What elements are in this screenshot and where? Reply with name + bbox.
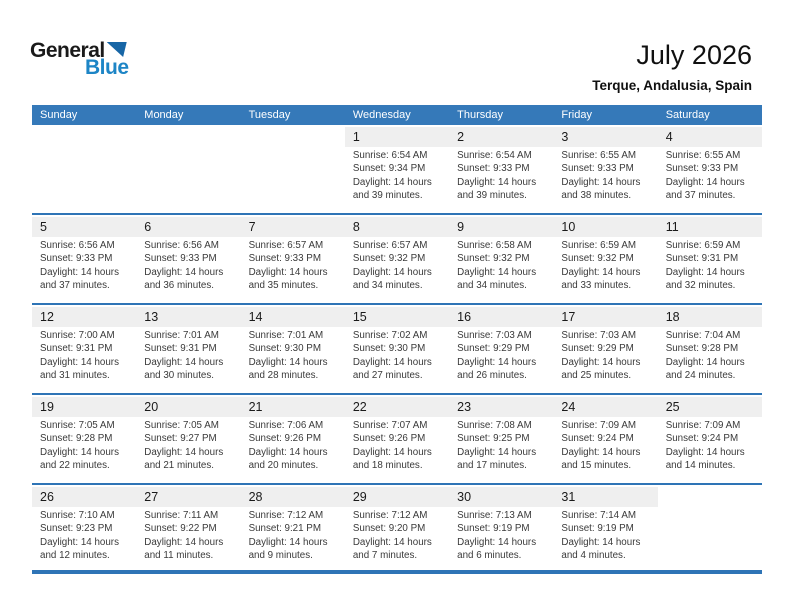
daylight-text-line2: and 24 minutes.: [665, 370, 736, 382]
sunset-text: Sunset: 9:28 PM: [665, 343, 739, 355]
daylight-text-line1: Daylight: 14 hours: [352, 266, 432, 278]
daylight-text-line2: and 34 minutes.: [352, 280, 423, 292]
sunrise-text: Sunrise: 7:01 AM: [144, 330, 219, 341]
daylight-text-line2: and 15 minutes.: [561, 460, 632, 472]
sunset-text: Sunset: 9:34 PM: [352, 163, 426, 175]
day-cell: [136, 485, 240, 570]
sunset-text: Sunset: 9:24 PM: [665, 433, 739, 445]
sunset-text: Sunset: 9:32 PM: [457, 253, 530, 265]
sunset-text: Sunset: 9:32 PM: [352, 253, 426, 265]
daylight-text-line1: Daylight: 14 hours: [665, 176, 745, 188]
day-number-band: [241, 217, 345, 237]
day-number: 21: [248, 400, 263, 414]
daylight-text-line2: and 21 minutes.: [144, 460, 214, 472]
sunset-text: Sunset: 9:21 PM: [248, 523, 321, 535]
day-number: 10: [561, 220, 576, 234]
daylight-text-line2: and 39 minutes.: [457, 190, 527, 202]
weekday-header-tuesday: Tuesday: [248, 109, 291, 121]
day-details: [241, 417, 345, 473]
day-number-band: [136, 307, 240, 327]
daylight-text-line2: and 20 minutes.: [248, 460, 319, 472]
day-details: [32, 507, 136, 563]
page-title: July 2026: [636, 40, 752, 70]
day-number-band: [136, 397, 240, 417]
daylight-text-line2: and 28 minutes.: [248, 370, 319, 382]
weekday-header-friday: Friday: [561, 109, 592, 121]
daylight-text-line1: Daylight: 14 hours: [561, 176, 641, 188]
day-number: 31: [561, 490, 576, 504]
day-number-band: [32, 307, 136, 327]
day-number: 19: [40, 400, 54, 414]
daylight-text-line2: and 26 minutes.: [457, 370, 527, 382]
day-number-band: [345, 307, 449, 327]
day-number-band: [658, 397, 762, 417]
day-number: 7: [248, 220, 256, 234]
day-number: 14: [248, 310, 263, 324]
sunset-text: Sunset: 9:19 PM: [561, 523, 634, 535]
day-number-band: [658, 127, 762, 147]
day-number: 27: [144, 490, 159, 504]
day-details: [241, 237, 345, 293]
day-number-band: [449, 307, 553, 327]
sunrise-text: Sunrise: 7:06 AM: [248, 420, 324, 431]
daylight-text-line1: Daylight: 14 hours: [144, 446, 224, 458]
day-number: 17: [561, 310, 576, 324]
daylight-text-line2: and 17 minutes.: [457, 460, 527, 472]
sunset-text: Sunset: 9:28 PM: [40, 433, 113, 445]
general-blue-logo: [30, 40, 129, 78]
sunrise-text: Sunrise: 6:54 AM: [352, 150, 428, 161]
calendar-bottom-border: [32, 570, 762, 574]
day-number: 24: [561, 400, 576, 414]
daylight-text-line1: Daylight: 14 hours: [457, 176, 537, 188]
daylight-text-line2: and 27 minutes.: [352, 370, 423, 382]
day-number: 1: [352, 130, 360, 144]
day-cell: [449, 305, 553, 393]
day-number: 11: [665, 220, 679, 234]
daylight-text-line1: Daylight: 14 hours: [40, 356, 119, 368]
day-details: [553, 147, 657, 203]
day-number-band: [345, 397, 449, 417]
day-cell: [658, 305, 762, 393]
week-row: [32, 483, 762, 570]
sunset-text: Sunset: 9:20 PM: [352, 523, 426, 535]
day-details: [136, 237, 240, 293]
day-cell: [449, 395, 553, 483]
daylight-text-line2: and 6 minutes.: [457, 550, 522, 562]
daylight-text-line2: and 37 minutes.: [40, 280, 110, 292]
daylight-text-line1: Daylight: 14 hours: [457, 266, 537, 278]
day-number-band: [32, 397, 136, 417]
daylight-text-line1: Daylight: 14 hours: [352, 176, 432, 188]
sunrise-text: Sunrise: 6:56 AM: [144, 240, 219, 251]
day-number: 29: [352, 490, 367, 504]
day-number-band: [136, 217, 240, 237]
daylight-text-line1: Daylight: 14 hours: [561, 446, 641, 458]
daylight-text-line2: and 33 minutes.: [561, 280, 632, 292]
day-details: [449, 327, 553, 383]
daylight-text-line2: and 12 minutes.: [40, 550, 110, 562]
day-number: 28: [248, 490, 263, 504]
sunrise-text: Sunrise: 6:55 AM: [665, 150, 741, 161]
day-details: [658, 147, 762, 203]
sunrise-text: Sunrise: 7:09 AM: [665, 420, 741, 431]
sunrise-text: Sunrise: 7:07 AM: [352, 420, 428, 431]
day-number-band: [553, 307, 657, 327]
day-number: 30: [457, 490, 472, 504]
daylight-text-line2: and 4 minutes.: [561, 550, 626, 562]
day-number-band: [241, 487, 345, 507]
sunset-text: Sunset: 9:33 PM: [248, 253, 321, 265]
daylight-text-line1: Daylight: 14 hours: [457, 536, 537, 548]
daylight-text-line1: Daylight: 14 hours: [561, 536, 641, 548]
sunrise-text: Sunrise: 7:03 AM: [561, 330, 637, 341]
sunset-text: Sunset: 9:29 PM: [457, 343, 530, 355]
day-number-band: [345, 127, 449, 147]
daylight-text-line1: Daylight: 14 hours: [40, 446, 119, 458]
day-cell: [241, 305, 345, 393]
day-details: [241, 327, 345, 383]
sunset-text: Sunset: 9:32 PM: [561, 253, 634, 265]
day-details: [553, 327, 657, 383]
empty-cell: [32, 125, 136, 213]
sunset-text: Sunset: 9:27 PM: [144, 433, 217, 445]
daylight-text-line1: Daylight: 14 hours: [561, 266, 641, 278]
day-details: [658, 417, 762, 473]
day-details: [345, 417, 449, 473]
day-number: 4: [665, 130, 673, 144]
daylight-text-line2: and 25 minutes.: [561, 370, 632, 382]
day-details: [136, 327, 240, 383]
daylight-text-line1: Daylight: 14 hours: [40, 536, 119, 548]
daylight-text-line1: Daylight: 14 hours: [248, 266, 328, 278]
week-row: [32, 393, 762, 483]
logo-text-general: General: [30, 39, 105, 62]
sunrise-text: Sunrise: 6:59 AM: [561, 240, 637, 251]
day-details: [658, 327, 762, 383]
daylight-text-line1: Daylight: 14 hours: [352, 536, 432, 548]
empty-cell: [136, 125, 240, 213]
day-cell: [136, 305, 240, 393]
weekday-header-thursday: Thursday: [457, 109, 503, 121]
day-details: [449, 417, 553, 473]
sunset-text: Sunset: 9:33 PM: [457, 163, 530, 175]
day-number-band: [553, 487, 657, 507]
day-details: [32, 417, 136, 473]
day-number-band: [241, 397, 345, 417]
day-number: 9: [457, 220, 465, 234]
sunset-text: Sunset: 9:31 PM: [665, 253, 739, 265]
daylight-text-line2: and 34 minutes.: [457, 280, 527, 292]
daylight-text-line2: and 32 minutes.: [665, 280, 736, 292]
day-details: [553, 417, 657, 473]
sunrise-text: Sunrise: 7:01 AM: [248, 330, 324, 341]
day-number: 22: [352, 400, 367, 414]
sunset-text: Sunset: 9:31 PM: [40, 343, 113, 355]
daylight-text-line1: Daylight: 14 hours: [457, 356, 537, 368]
day-number-band: [345, 217, 449, 237]
day-details: [658, 237, 762, 293]
day-number: 13: [144, 310, 159, 324]
day-details: [553, 237, 657, 293]
day-number-band: [449, 397, 553, 417]
day-cell: [658, 215, 762, 303]
sunset-text: Sunset: 9:22 PM: [144, 523, 217, 535]
day-details: [136, 417, 240, 473]
day-number-band: [136, 487, 240, 507]
logo-triangle-icon: [107, 42, 127, 57]
sunrise-text: Sunrise: 7:11 AM: [144, 510, 219, 521]
daylight-text-line1: Daylight: 14 hours: [144, 536, 224, 548]
day-cell: [553, 305, 657, 393]
calendar-weeks: [32, 125, 762, 570]
sunset-text: Sunset: 9:19 PM: [457, 523, 530, 535]
day-number-band: [658, 307, 762, 327]
day-details: [32, 237, 136, 293]
daylight-text-line1: Daylight: 14 hours: [144, 266, 224, 278]
day-cell: [32, 485, 136, 570]
sunrise-text: Sunrise: 7:08 AM: [457, 420, 532, 431]
day-number-band: [553, 217, 657, 237]
sunset-text: Sunset: 9:31 PM: [144, 343, 217, 355]
daylight-text-line1: Daylight: 14 hours: [665, 446, 745, 458]
sunrise-text: Sunrise: 6:57 AM: [352, 240, 428, 251]
day-number: 3: [561, 130, 569, 144]
sunset-text: Sunset: 9:25 PM: [457, 433, 530, 445]
sunrise-text: Sunrise: 7:09 AM: [561, 420, 637, 431]
day-cell: [345, 125, 449, 213]
day-details: [241, 507, 345, 563]
empty-cell: [658, 485, 762, 570]
daylight-text-line2: and 37 minutes.: [665, 190, 736, 202]
day-number-band: [658, 217, 762, 237]
day-number-band: [32, 217, 136, 237]
day-number: 15: [352, 310, 367, 324]
day-number: 18: [665, 310, 680, 324]
weekday-header-row: [32, 105, 762, 125]
day-number-band: [32, 487, 136, 507]
weekday-header-wednesday: Wednesday: [352, 109, 411, 121]
sunrise-text: Sunrise: 7:13 AM: [457, 510, 532, 521]
sunrise-text: Sunrise: 7:14 AM: [561, 510, 637, 521]
day-number: 6: [144, 220, 152, 234]
daylight-text-line2: and 30 minutes.: [144, 370, 214, 382]
daylight-text-line1: Daylight: 14 hours: [561, 356, 641, 368]
day-number-band: [345, 487, 449, 507]
week-row: [32, 213, 762, 303]
daylight-text-line1: Daylight: 14 hours: [248, 356, 328, 368]
logo-text-blue: Blue: [85, 56, 129, 79]
sunrise-text: Sunrise: 7:00 AM: [40, 330, 115, 341]
day-cell: [136, 395, 240, 483]
day-cell: [136, 215, 240, 303]
day-number-band: [449, 217, 553, 237]
day-details: [136, 507, 240, 563]
day-number: 25: [665, 400, 680, 414]
day-cell: [32, 215, 136, 303]
sunset-text: Sunset: 9:26 PM: [352, 433, 426, 445]
day-number: 2: [457, 130, 465, 144]
daylight-text-line2: and 31 minutes.: [40, 370, 110, 382]
sunrise-text: Sunrise: 6:58 AM: [457, 240, 532, 251]
sunrise-text: Sunrise: 7:03 AM: [457, 330, 532, 341]
day-cell: [658, 125, 762, 213]
daylight-text-line2: and 18 minutes.: [352, 460, 423, 472]
day-cell: [345, 215, 449, 303]
daylight-text-line1: Daylight: 14 hours: [665, 266, 745, 278]
daylight-text-line2: and 9 minutes.: [248, 550, 313, 562]
day-number-band: [553, 397, 657, 417]
sunset-text: Sunset: 9:24 PM: [561, 433, 634, 445]
sunrise-text: Sunrise: 6:56 AM: [40, 240, 115, 251]
day-cell: [553, 395, 657, 483]
calendar-table: [32, 105, 762, 574]
day-number: 12: [40, 310, 54, 324]
sunrise-text: Sunrise: 7:12 AM: [352, 510, 428, 521]
day-cell: [553, 215, 657, 303]
sunset-text: Sunset: 9:23 PM: [40, 523, 113, 535]
sunrise-text: Sunrise: 7:02 AM: [352, 330, 428, 341]
sunset-text: Sunset: 9:30 PM: [352, 343, 426, 355]
daylight-text-line2: and 7 minutes.: [352, 550, 418, 562]
daylight-text-line1: Daylight: 14 hours: [40, 266, 119, 278]
day-details: [345, 237, 449, 293]
daylight-text-line2: and 35 minutes.: [248, 280, 319, 292]
day-details: [449, 147, 553, 203]
day-details: [449, 237, 553, 293]
day-details: [553, 507, 657, 563]
day-number-band: [449, 487, 553, 507]
daylight-text-line1: Daylight: 14 hours: [248, 446, 328, 458]
daylight-text-line1: Daylight: 14 hours: [665, 356, 745, 368]
sunrise-text: Sunrise: 6:54 AM: [457, 150, 532, 161]
day-cell: [241, 485, 345, 570]
sunrise-text: Sunrise: 7:12 AM: [248, 510, 324, 521]
sunrise-text: Sunrise: 7:05 AM: [144, 420, 219, 431]
sunrise-text: Sunrise: 7:10 AM: [40, 510, 115, 521]
day-details: [345, 507, 449, 563]
day-details: [345, 327, 449, 383]
sunset-text: Sunset: 9:33 PM: [144, 253, 217, 265]
day-cell: [241, 215, 345, 303]
day-number-band: [449, 127, 553, 147]
day-cell: [32, 305, 136, 393]
day-cell: [449, 125, 553, 213]
empty-cell: [241, 125, 345, 213]
daylight-text-line1: Daylight: 14 hours: [457, 446, 537, 458]
week-row: [32, 125, 762, 213]
weekday-header-monday: Monday: [144, 109, 184, 121]
day-cell: [449, 215, 553, 303]
daylight-text-line2: and 38 minutes.: [561, 190, 632, 202]
daylight-text-line1: Daylight: 14 hours: [248, 536, 328, 548]
daylight-text-line2: and 14 minutes.: [665, 460, 736, 472]
day-cell: [345, 485, 449, 570]
page-subtitle: Terque, Andalusia, Spain: [592, 78, 752, 93]
sunrise-text: Sunrise: 6:55 AM: [561, 150, 637, 161]
weekday-header-sunday: Sunday: [40, 109, 78, 121]
daylight-text-line1: Daylight: 14 hours: [144, 356, 224, 368]
day-number: 23: [457, 400, 472, 414]
day-cell: [658, 395, 762, 483]
sunset-text: Sunset: 9:29 PM: [561, 343, 634, 355]
day-number: 8: [352, 220, 360, 234]
week-row: [32, 303, 762, 393]
day-number: 20: [144, 400, 159, 414]
day-cell: [241, 395, 345, 483]
day-details: [32, 327, 136, 383]
sunrise-text: Sunrise: 7:04 AM: [665, 330, 741, 341]
sunset-text: Sunset: 9:33 PM: [665, 163, 739, 175]
daylight-text-line2: and 39 minutes.: [352, 190, 423, 202]
day-cell: [553, 485, 657, 570]
daylight-text-line1: Daylight: 14 hours: [352, 356, 432, 368]
sunrise-text: Sunrise: 6:57 AM: [248, 240, 324, 251]
day-number: 26: [40, 490, 54, 504]
day-number-band: [553, 127, 657, 147]
daylight-text-line1: Daylight: 14 hours: [352, 446, 432, 458]
daylight-text-line2: and 22 minutes.: [40, 460, 110, 472]
day-cell: [553, 125, 657, 213]
sunset-text: Sunset: 9:30 PM: [248, 343, 321, 355]
day-cell: [32, 395, 136, 483]
sunset-text: Sunset: 9:33 PM: [40, 253, 113, 265]
weekday-header-saturday: Saturday: [665, 109, 710, 121]
day-details: [345, 147, 449, 203]
day-number: 5: [40, 220, 47, 234]
sunrise-text: Sunrise: 6:59 AM: [665, 240, 741, 251]
day-cell: [345, 395, 449, 483]
day-cell: [449, 485, 553, 570]
day-number-band: [241, 307, 345, 327]
sunset-text: Sunset: 9:26 PM: [248, 433, 321, 445]
sunset-text: Sunset: 9:33 PM: [561, 163, 634, 175]
daylight-text-line2: and 11 minutes.: [144, 550, 214, 562]
day-cell: [345, 305, 449, 393]
sunrise-text: Sunrise: 7:05 AM: [40, 420, 115, 431]
daylight-text-line2: and 36 minutes.: [144, 280, 214, 292]
day-number: 16: [457, 310, 472, 324]
day-details: [449, 507, 553, 563]
